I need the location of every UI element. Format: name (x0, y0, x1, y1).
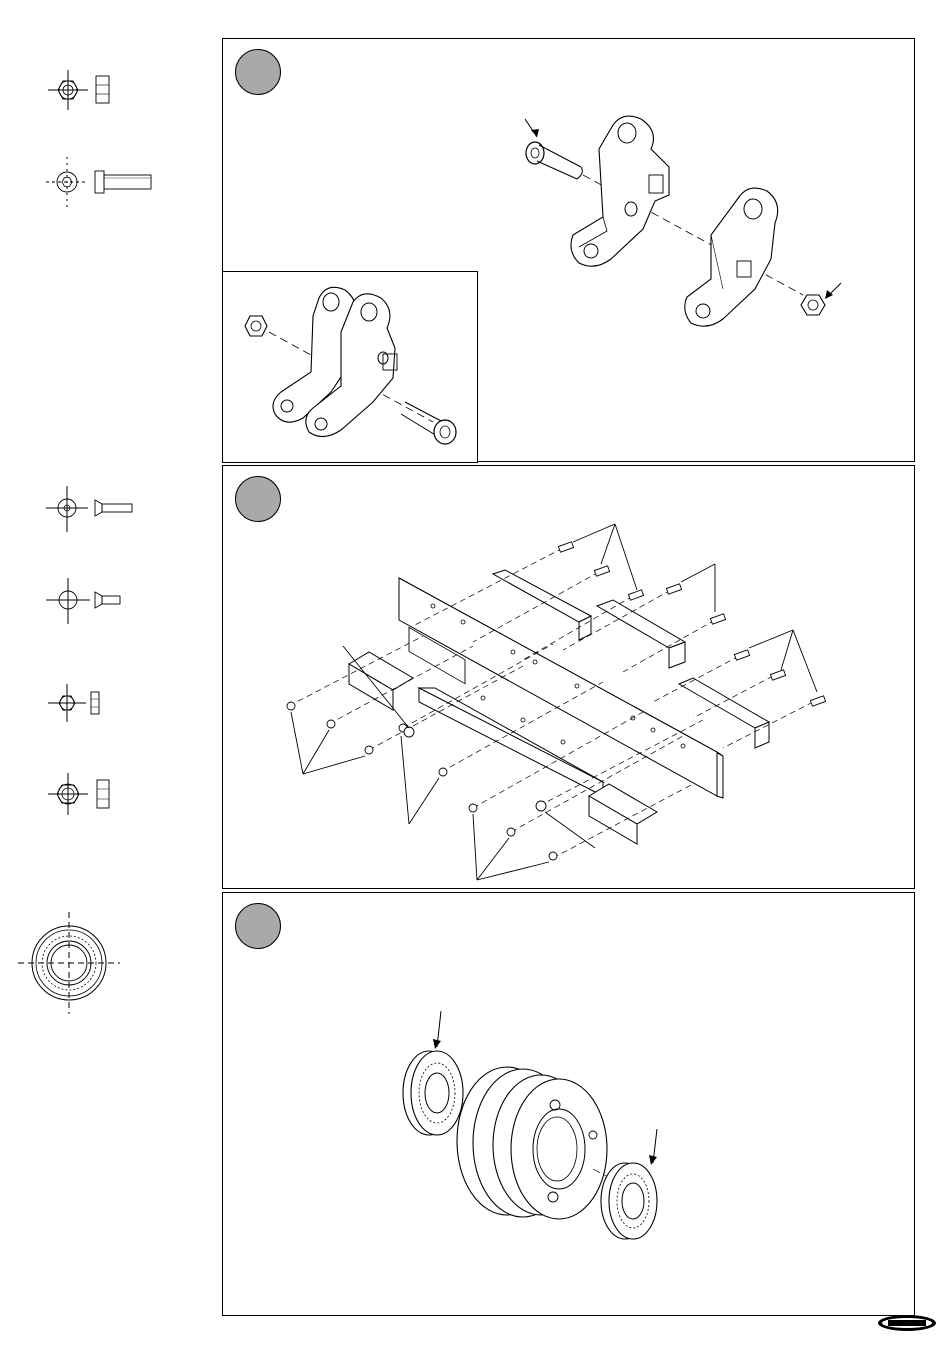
hardware-hex-nut-step1 (44, 70, 124, 115)
step-2-panel (222, 465, 915, 889)
hardware-hex-nut-large (46, 771, 126, 822)
step-1-assembled-drawing (223, 272, 479, 464)
countersunk-screw-short-icon (44, 578, 144, 624)
thin-nut-icon (46, 682, 126, 724)
brand-logo (876, 1312, 938, 1339)
hardware-ball-bearing (18, 912, 120, 1019)
hex-nut-icon (44, 70, 124, 110)
socket-cap-screw-icon (40, 155, 160, 210)
ball-bearing-icon (18, 912, 120, 1014)
hardware-socket-screw-step1 (40, 155, 160, 215)
step-1-panel (222, 38, 915, 462)
hardware-thin-nut (46, 682, 126, 729)
step-3-panel (222, 892, 915, 1316)
countersunk-screw-long-icon (44, 486, 144, 532)
step-1-inset-assembled (222, 271, 478, 463)
hardware-cs-screw-short (44, 578, 144, 629)
step-2-exploded-drawing (223, 466, 916, 890)
carson-logo-icon (876, 1312, 938, 1334)
hardware-cs-screw-long (44, 486, 144, 537)
hex-nut-large-icon (46, 771, 126, 817)
step-3-exploded-drawing (223, 893, 916, 1317)
